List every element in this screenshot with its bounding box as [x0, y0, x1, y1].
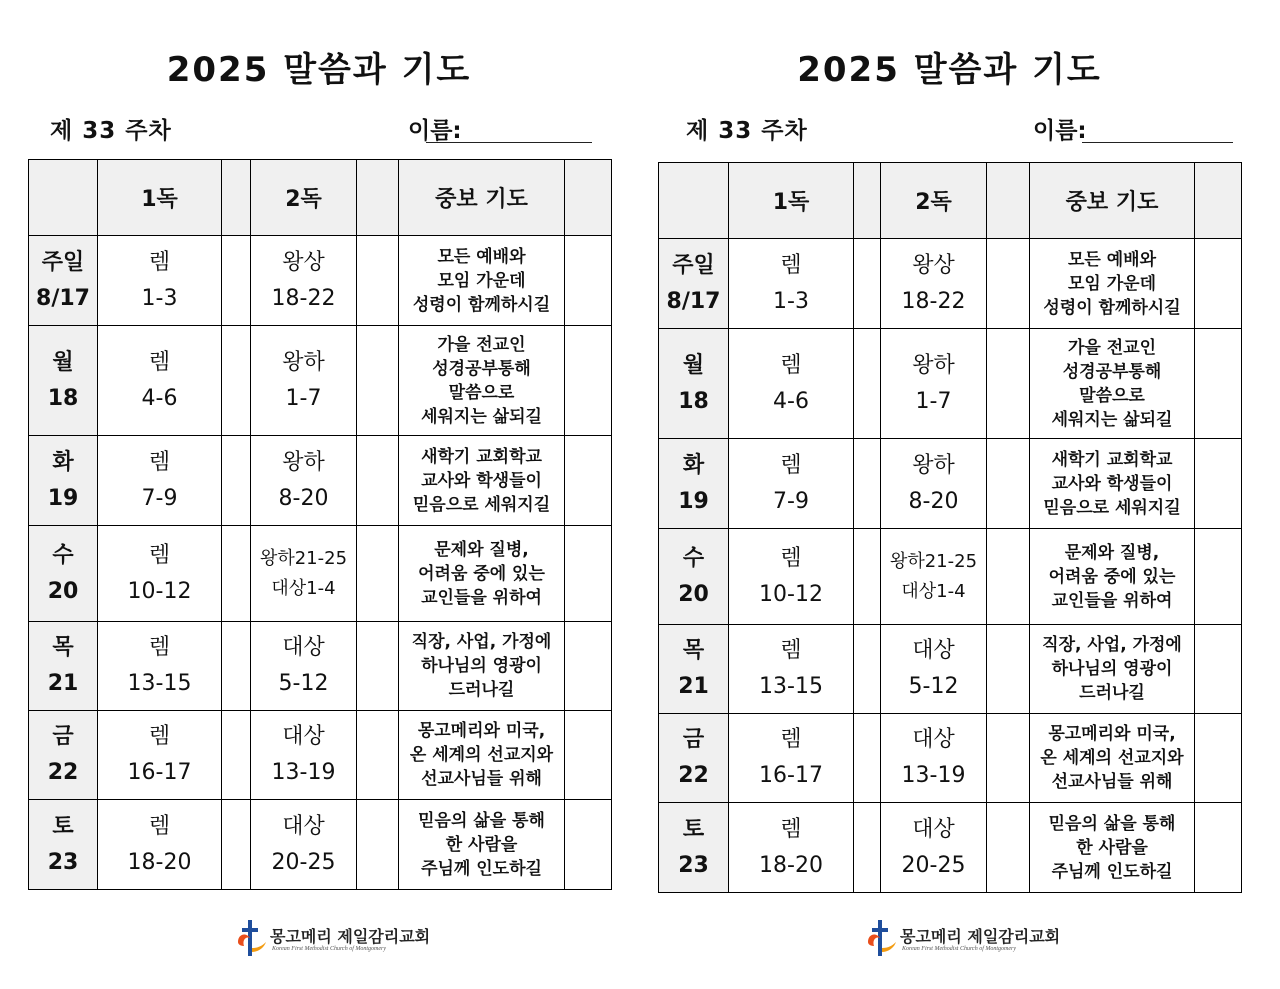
prayer-line: 교사와 학생들이: [421, 470, 542, 491]
read1-book: 렘: [780, 352, 802, 378]
spacer-cell: [854, 329, 881, 439]
day-name: 수: [52, 542, 74, 568]
read2-cell: [881, 625, 987, 714]
prayer-cell: [1030, 803, 1195, 893]
spacer-cell: [357, 326, 399, 436]
prayer-cell: [399, 800, 565, 890]
header-read2: 2독: [251, 160, 357, 236]
read2-cell: [881, 529, 987, 625]
spacer-cell: [854, 529, 881, 625]
spacer-cell: [987, 714, 1030, 803]
name-label: 이름:: [408, 118, 462, 144]
table-row: [29, 526, 612, 622]
header-spacer: [987, 163, 1030, 239]
prayer-line: 믿음으로 세워지길: [412, 494, 551, 515]
day-name: 토: [682, 816, 705, 842]
prayer-line: 문제와 질병,: [1064, 542, 1160, 563]
read2-chapters: 20-25: [901, 852, 966, 878]
read2-chapters: 18-22: [271, 285, 336, 311]
read1-cell: [729, 439, 854, 529]
read2-book: 왕하21-25: [259, 547, 348, 569]
read2-chapters: 18-22: [901, 288, 966, 314]
read2-chapters: 8-20: [278, 485, 329, 511]
table-row: [659, 529, 1242, 625]
day-date: 22: [678, 763, 709, 788]
prayer-line: 하나님의 영광이: [421, 656, 542, 676]
spacer-cell: [565, 526, 612, 622]
spacer-cell: [222, 526, 251, 622]
day-cell: [659, 625, 729, 714]
read1-chapters: 1-3: [773, 288, 809, 314]
prayer-line: 몽고메리와 미국,: [1048, 724, 1176, 744]
read1-book: 렘: [780, 545, 802, 571]
read2-book: 왕하: [912, 452, 955, 478]
read1-chapters: 16-17: [127, 760, 192, 785]
day-cell: [29, 236, 98, 326]
prayer-line: 한 사람을: [1076, 837, 1148, 858]
spacer-cell: [1195, 625, 1242, 714]
prayer-cell: [1030, 714, 1195, 803]
spacer-cell: [987, 439, 1030, 529]
header-spacer: [565, 160, 612, 236]
day-date: 18: [47, 385, 79, 411]
day-cell: [29, 326, 98, 436]
church-name-korean: 몽고메리 제일감리교회: [900, 927, 1061, 946]
read2-chapters: 1-7: [285, 385, 322, 411]
day-cell: [659, 329, 729, 439]
prayer-line: 선교사님들 위해: [1051, 772, 1173, 792]
prayer-line: 몽고메리와 미국,: [417, 721, 546, 741]
spacer-cell: [565, 236, 612, 326]
prayer-line: 말씀으로: [1079, 385, 1145, 406]
table-row: [29, 436, 612, 526]
day-date: 23: [678, 852, 709, 878]
read2-book: 왕상: [912, 252, 955, 278]
prayer-line: 세워지는 삶되길: [421, 406, 542, 427]
read2-cell: [251, 436, 357, 526]
read2-book: 대상: [912, 638, 955, 663]
read2-chapters: 5-12: [278, 671, 329, 696]
read1-chapters: 7-9: [773, 488, 809, 514]
spacer-cell: [565, 436, 612, 526]
church-name-english: Korean First Methodist Church of Montgomery: [272, 946, 387, 952]
prayer-line: 새학기 교회학교: [1051, 449, 1173, 470]
spacer-cell: [987, 329, 1030, 439]
read2-book: 왕상: [282, 249, 325, 275]
day-cell: [29, 622, 98, 711]
read1-book: 렘: [148, 813, 171, 839]
spacer-cell: [222, 711, 251, 800]
header-prayer: 중보 기도: [1030, 163, 1195, 239]
header-spacer: [854, 163, 881, 239]
spacer-cell: [222, 236, 251, 326]
read2-chapters: 5-12: [908, 674, 959, 699]
prayer-cell: [399, 326, 565, 436]
prayer-line: 믿음의 삶을 통해: [1048, 813, 1176, 834]
read1-cell: [98, 326, 222, 436]
spacer-cell: [1195, 239, 1242, 329]
table-row: [29, 711, 612, 800]
read1-cell: [98, 622, 222, 711]
read2-book: 왕하: [282, 349, 325, 375]
read1-book: 렘: [780, 452, 802, 478]
prayer-line: 어려움 중에 있는: [418, 563, 545, 584]
reading-table: [28, 159, 612, 890]
spacer-cell: [565, 711, 612, 800]
header-spacer: [1195, 163, 1242, 239]
read1-cell: [98, 800, 222, 890]
prayer-cell: [399, 622, 565, 711]
read2-book: 대상: [282, 813, 325, 839]
read1-chapters: 10-12: [127, 578, 192, 604]
spacer-cell: [987, 625, 1030, 714]
prayer-line: 모든 예배와: [1067, 249, 1157, 270]
read2-cell: [881, 239, 987, 329]
prayer-line: 성령이 함께하시길: [1043, 297, 1181, 318]
prayer-cell: [1030, 239, 1195, 329]
read1-chapters: 4-6: [773, 388, 809, 414]
read2-chapters: 13-19: [901, 763, 966, 788]
read1-chapters: 16-17: [759, 763, 823, 788]
prayer-line: 주님께 인도하길: [421, 858, 542, 879]
header-blank: [29, 160, 98, 236]
prayer-cell: [399, 711, 565, 800]
read1-cell: [729, 714, 854, 803]
read1-book: 렘: [780, 638, 802, 663]
spacer-cell: [1195, 329, 1242, 439]
spacer-cell: [987, 529, 1030, 625]
read2-chapters: 1-7: [915, 388, 952, 414]
day-cell: [659, 714, 729, 803]
day-date: 19: [47, 485, 79, 511]
read1-cell: [729, 803, 854, 893]
day-name: 화: [682, 452, 705, 478]
read1-cell: [729, 625, 854, 714]
prayer-cell: [399, 236, 565, 326]
table-row: [659, 239, 1242, 329]
read2-chapters: 대상1-4: [901, 580, 966, 602]
spacer-cell: [222, 622, 251, 711]
prayer-cell: [1030, 439, 1195, 529]
prayer-line: 교인들을 위하여: [1051, 590, 1173, 611]
read1-book: 렘: [148, 249, 171, 275]
header-read2: 2독: [881, 163, 987, 239]
day-cell: [659, 529, 729, 625]
read1-book: 렘: [780, 727, 802, 752]
day-cell: [659, 239, 729, 329]
spacer-cell: [1195, 714, 1242, 803]
prayer-line: 성경공부통해: [432, 358, 531, 379]
table-row: [29, 236, 612, 326]
read1-chapters: 18-20: [759, 852, 823, 878]
header-read1: 1독: [729, 163, 854, 239]
day-cell: [29, 711, 98, 800]
read1-book: 렘: [148, 724, 171, 749]
spacer-cell: [987, 803, 1030, 893]
spacer-cell: [357, 800, 399, 890]
spacer-cell: [222, 436, 251, 526]
day-name: 주일: [672, 252, 715, 278]
day-name: 월: [682, 352, 705, 378]
prayer-line: 믿음으로 세워지길: [1043, 497, 1181, 518]
header-row: [29, 160, 612, 236]
prayer-cell: [1030, 529, 1195, 625]
read2-book: 왕하21-25: [889, 550, 978, 572]
read2-book: 대상: [912, 727, 955, 752]
day-name: 목: [52, 635, 74, 660]
spacer-cell: [854, 714, 881, 803]
read1-chapters: 1-3: [141, 285, 178, 311]
read1-chapters: 10-12: [759, 581, 823, 607]
spacer-cell: [565, 326, 612, 436]
read2-book: 대상: [912, 816, 955, 842]
header-blank: [659, 163, 729, 239]
prayer-line: 드러나길: [1079, 683, 1145, 703]
day-cell: [659, 439, 729, 529]
day-name: 주일: [41, 249, 85, 275]
read1-chapters: 4-6: [141, 385, 178, 411]
read2-book: 대상: [282, 724, 325, 749]
prayer-line: 성경공부통해: [1062, 361, 1162, 382]
spacer-cell: [987, 239, 1030, 329]
reading-table: [658, 162, 1242, 893]
table-row: [29, 326, 612, 436]
spacer-cell: [357, 622, 399, 711]
day-date: 20: [678, 581, 709, 607]
read1-cell: [98, 711, 222, 800]
prayer-line: 문제와 질병,: [434, 539, 529, 560]
read1-cell: [729, 329, 854, 439]
prayer-cell: [1030, 329, 1195, 439]
prayer-line: 드러나길: [448, 680, 515, 700]
day-cell: [29, 526, 98, 622]
spacer-cell: [854, 239, 881, 329]
name-line[interactable]: [1082, 142, 1233, 143]
read2-chapters: 13-19: [271, 760, 336, 785]
table-row: [659, 439, 1242, 529]
read1-book: 렘: [148, 542, 171, 568]
prayer-line: 믿음의 삶을 통해: [418, 810, 545, 831]
spacer-cell: [222, 326, 251, 436]
prayer-cell: [399, 436, 565, 526]
spacer-cell: [357, 236, 399, 326]
prayer-cell: [1030, 625, 1195, 714]
read1-cell: [729, 239, 854, 329]
read1-chapters: 7-9: [141, 485, 178, 511]
spacer-cell: [1195, 529, 1242, 625]
day-date: 19: [678, 488, 709, 514]
spacer-cell: [854, 439, 881, 529]
prayer-line: 교사와 학생들이: [1051, 473, 1173, 494]
read2-book: 왕하: [912, 352, 955, 378]
church-name-korean: 몽고메리 제일감리교회: [270, 927, 431, 946]
spacer-cell: [357, 711, 399, 800]
prayer-line: 한 사람을: [445, 834, 518, 855]
header-spacer: [357, 160, 399, 236]
prayer-line: 하나님의 영광이: [1051, 659, 1173, 679]
read2-chapters: 8-20: [908, 488, 959, 514]
read1-cell: [98, 436, 222, 526]
table-row: [659, 803, 1242, 893]
read2-cell: [881, 329, 987, 439]
spacer-cell: [1195, 439, 1242, 529]
day-date: 8/17: [666, 288, 721, 314]
day-date: 22: [47, 760, 79, 785]
read1-chapters: 13-15: [759, 674, 823, 699]
day-date: 8/17: [36, 285, 90, 311]
spacer-cell: [357, 526, 399, 622]
spacer-cell: [565, 800, 612, 890]
week-label: 제 33 주차: [50, 118, 172, 144]
prayer-line: 세워지는 삶되길: [1051, 409, 1173, 430]
read2-book: 대상: [282, 635, 325, 660]
church-name-english: Korean First Methodist Church of Montgomery: [902, 946, 1017, 952]
day-name: 금: [52, 724, 74, 749]
day-date: 23: [47, 849, 79, 875]
read1-cell: [98, 236, 222, 326]
prayer-line: 직장, 사업, 가정에: [411, 632, 552, 652]
prayer-line: 주님께 인도하길: [1051, 861, 1173, 882]
prayer-line: 새학기 교회학교: [421, 446, 542, 467]
day-name: 수: [682, 545, 705, 571]
table-row: [29, 800, 612, 890]
day-cell: [29, 436, 98, 526]
header-spacer: [222, 160, 251, 236]
header-row: [659, 163, 1242, 239]
read2-chapters: 대상1-4: [271, 577, 336, 599]
prayer-line: 어려움 중에 있는: [1048, 566, 1176, 587]
prayer-line: 성령이 함께하시길: [412, 294, 551, 315]
prayer-cell: [399, 526, 565, 622]
read1-book: 렘: [780, 252, 802, 278]
header-read1: 1독: [98, 160, 222, 236]
read2-cell: [251, 326, 357, 436]
spacer-cell: [854, 625, 881, 714]
day-cell: [659, 803, 729, 893]
read1-chapters: 13-15: [127, 671, 192, 696]
day-name: 금: [682, 727, 705, 752]
read1-book: 렘: [148, 449, 171, 475]
day-date: 21: [678, 674, 709, 699]
prayer-line: 온 세계의 선교지와: [1040, 748, 1184, 768]
rows-right: [659, 239, 1242, 893]
day-date: 21: [47, 671, 79, 696]
rows-left: [29, 236, 612, 890]
table-row: [659, 714, 1242, 803]
read1-book: 렘: [780, 816, 802, 842]
week-label: 제 33 주차: [686, 118, 808, 144]
read1-book: 렘: [148, 635, 171, 660]
read2-cell: [881, 803, 987, 893]
spacer-cell: [357, 436, 399, 526]
spacer-cell: [1195, 803, 1242, 893]
read2-cell: [251, 711, 357, 800]
name-line[interactable]: [426, 142, 592, 143]
spacer-cell: [222, 800, 251, 890]
table-row: [659, 329, 1242, 439]
day-name: 월: [52, 349, 74, 375]
read2-chapters: 20-25: [271, 849, 336, 875]
read1-book: 렘: [148, 349, 171, 375]
prayer-line: 온 세계의 선교지와: [409, 745, 554, 765]
day-date: 20: [47, 578, 79, 604]
page-title: 2025 말씀과 기도: [797, 50, 1102, 90]
prayer-line: 모임 가운데: [437, 270, 526, 291]
read2-cell: [251, 622, 357, 711]
header-prayer: 중보 기도: [399, 160, 565, 236]
prayer-line: 직장, 사업, 가정에: [1042, 635, 1182, 655]
day-name: 화: [52, 449, 74, 475]
prayer-line: 선교사님들 위해: [421, 769, 542, 789]
day-name: 토: [52, 813, 74, 839]
day-name: 목: [682, 638, 705, 663]
read2-cell: [251, 800, 357, 890]
read2-cell: [251, 526, 357, 622]
prayer-line: 말씀으로: [448, 382, 515, 403]
day-date: 18: [678, 388, 709, 414]
name-label: 이름:: [1033, 118, 1087, 144]
read2-cell: [881, 714, 987, 803]
prayer-line: 교인들을 위하여: [421, 587, 542, 608]
spacer-cell: [854, 803, 881, 893]
prayer-line: 가을 전교인: [437, 334, 526, 355]
day-cell: [29, 800, 98, 890]
read1-cell: [98, 526, 222, 622]
read2-cell: [881, 439, 987, 529]
read2-cell: [251, 236, 357, 326]
prayer-line: 모임 가운데: [1067, 273, 1157, 294]
read1-chapters: 18-20: [127, 849, 192, 875]
prayer-line: 가을 전교인: [1067, 337, 1157, 358]
page-title: 2025 말씀과 기도: [166, 50, 472, 90]
read2-book: 왕하: [282, 449, 325, 475]
spacer-cell: [565, 622, 612, 711]
prayer-line: 모든 예배와: [437, 246, 526, 267]
table-row: [29, 622, 612, 711]
table-row: [659, 625, 1242, 714]
read1-cell: [729, 529, 854, 625]
